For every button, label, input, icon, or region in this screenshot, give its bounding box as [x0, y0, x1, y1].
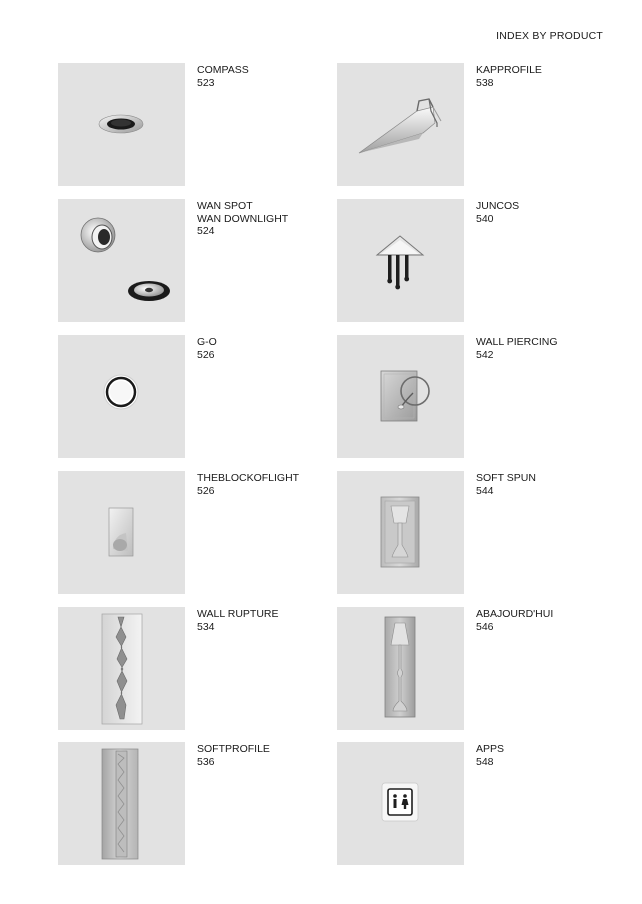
product-entry[interactable]: [58, 607, 328, 731]
product-name: WALL RUPTURE: [197, 608, 279, 620]
product-page: 546: [476, 620, 494, 633]
juncos-icon: [337, 199, 464, 322]
product-thumbnail[interactable]: [337, 335, 464, 458]
product-entry[interactable]: [337, 742, 607, 866]
product-thumbnail[interactable]: [337, 199, 464, 322]
product-entry[interactable]: [58, 471, 328, 595]
product-page: 524: [197, 225, 215, 237]
wall-rupture-icon: [58, 607, 185, 730]
product-entry[interactable]: [58, 199, 328, 323]
product-name: WAN DOWNLIGHT: [197, 212, 289, 225]
g-o-icon: [58, 335, 185, 458]
kapprofile-icon: [337, 63, 464, 186]
theblockoflight-icon: [58, 471, 185, 594]
product-page: 526: [197, 348, 215, 361]
product-name: SOFT SPUN: [476, 472, 536, 484]
product-name: COMPASS: [197, 64, 249, 76]
product-page: 523: [197, 76, 215, 89]
compass-downlight-icon: [58, 63, 185, 186]
softprofile-icon: [58, 742, 185, 865]
product-thumbnail[interactable]: [337, 742, 464, 865]
product-entry[interactable]: [337, 335, 607, 459]
product-entry[interactable]: [58, 742, 328, 866]
product-thumbnail[interactable]: [337, 607, 464, 730]
product-page: 536: [197, 755, 215, 768]
product-entry[interactable]: [337, 471, 607, 595]
product-thumbnail[interactable]: [58, 199, 185, 322]
wall-piercing-icon: [337, 335, 464, 458]
product-name: KAPPROFILE: [476, 64, 542, 76]
product-name: WALL PIERCING: [476, 336, 558, 348]
product-name: SOFTPROFILE: [197, 743, 270, 755]
product-entry[interactable]: [58, 335, 328, 459]
product-page: 538: [476, 76, 494, 89]
product-name: APPS: [476, 743, 505, 755]
product-thumbnail[interactable]: [58, 471, 185, 594]
product-name: G-O: [197, 336, 217, 348]
abajourdhui-icon: [337, 607, 464, 730]
product-name: THEBLOCKOFLIGHT: [197, 472, 300, 484]
product-entry[interactable]: [337, 607, 607, 731]
product-page: 540: [476, 212, 494, 225]
product-thumbnail[interactable]: [58, 335, 185, 458]
soft-spun-icon: [337, 471, 464, 594]
product-page: 548: [476, 755, 494, 768]
product-entry[interactable]: [58, 63, 328, 187]
product-name: WAN SPOT: [197, 200, 253, 212]
product-name: JUNCOS: [476, 200, 520, 212]
product-page: 542: [476, 348, 494, 361]
product-thumbnail[interactable]: [337, 63, 464, 186]
page-title: INDEX BY PRODUCT: [496, 30, 603, 42]
product-thumbnail[interactable]: [58, 742, 185, 865]
product-entry[interactable]: [337, 199, 607, 323]
apps-icon: [337, 742, 464, 865]
product-page: 526: [197, 484, 215, 497]
product-thumbnail[interactable]: [337, 471, 464, 594]
product-page: 534: [197, 620, 215, 633]
product-thumbnail[interactable]: [58, 607, 185, 730]
product-entry[interactable]: [337, 63, 607, 187]
product-thumbnail[interactable]: [58, 63, 185, 186]
wan-spot-icon: [58, 199, 185, 322]
product-page: 544: [476, 484, 494, 497]
product-name: ABAJOURD'HUI: [476, 608, 554, 620]
